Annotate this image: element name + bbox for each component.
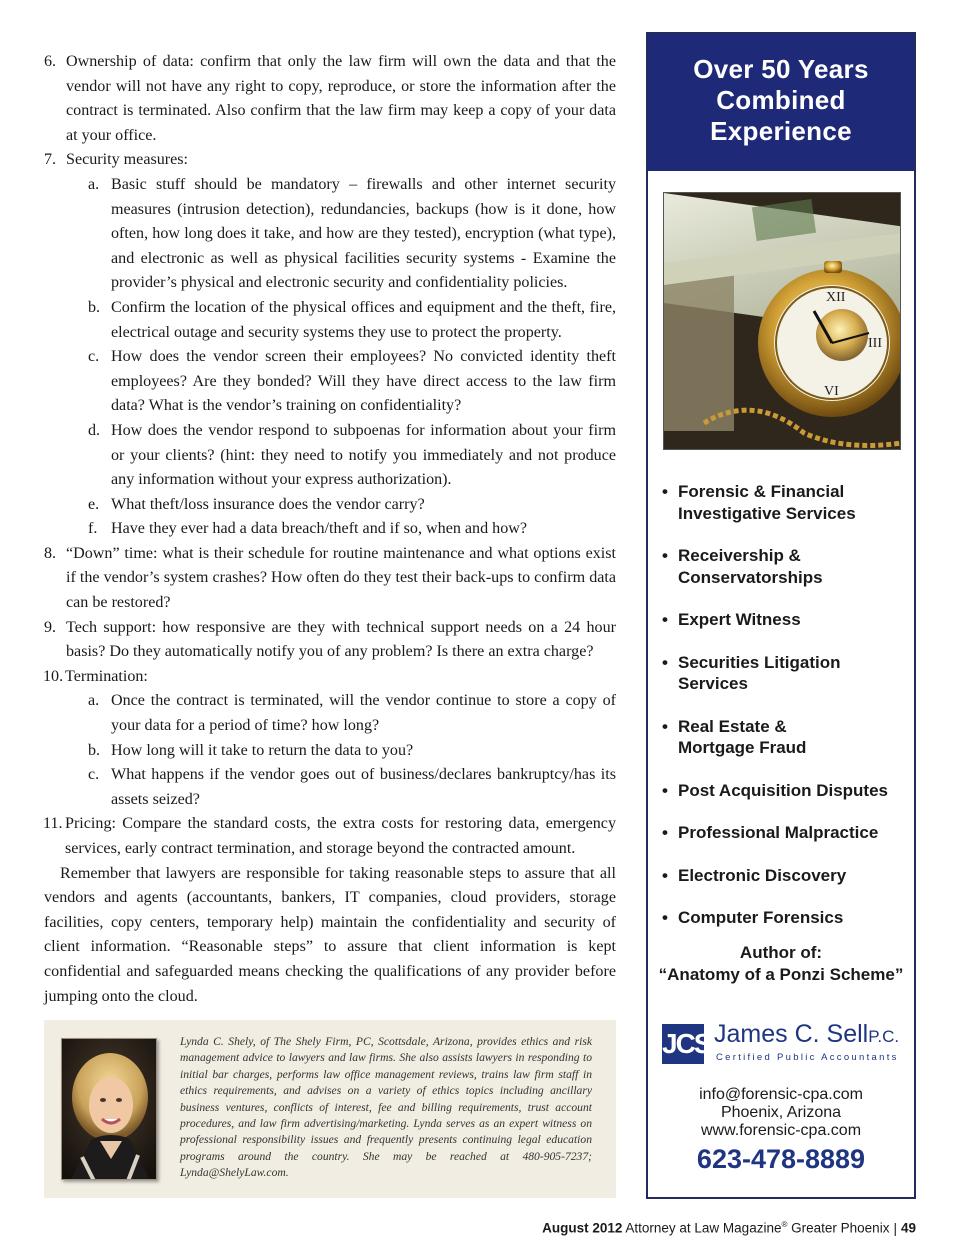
author-bio-box [44, 1020, 616, 1198]
edition-name: Greater Phoenix [791, 1220, 890, 1236]
pocket-watch-money-icon [664, 193, 901, 450]
firm-logo [662, 1022, 904, 1068]
sub-list-item: b. Confirm the location of the physical offices and equipment and the theft, fire, electrical outage and security systems they use to protect the property. [88, 298, 616, 341]
sub-list-item: e. What theft/loss insurance does the vendor carry? [88, 495, 425, 513]
service-item: • Real Estate & Mortgage Fraud [662, 716, 912, 759]
sub-list-item: a. Basic stuff should be mandatory – firewalls and other internet security measures (intrusion detection), redundancies, backups (how is it done, how often, how long does it take, and how are they tested), encryption (what type), and electronic as well as physical facilities security systems - Examine the provider’s physical and electronic security and confidentiality policies. [88, 175, 616, 292]
services-list [662, 481, 912, 929]
service-item: • Expert Witness [662, 609, 912, 631]
page-number: 49 [900, 1220, 916, 1236]
list-item: 7. Security measures: [44, 151, 189, 169]
contact-location: Phoenix, Arizona [720, 1104, 842, 1121]
service-item: • Computer Forensics [662, 907, 912, 929]
sub-list-item: c. What happens if the vendor goes out of business/declares bankruptcy/has its assets seized? [88, 766, 616, 808]
page-footer: August 2012 Attorney at Law Magazine® Greater Phoenix | 49 [542, 1220, 916, 1236]
ad-photo [663, 192, 901, 450]
firm-tagline: Certified Public Accountants [716, 1052, 899, 1063]
jcs-logo-icon: JCS [662, 1024, 704, 1064]
sub-list-item: c. How does the vendor screen their employees? No convicted identity theft employees? Are they bonded? Will they have direct access to the law firm data? What is the vendor’s training on confidentiality? [88, 348, 616, 415]
advertisement-panel [646, 32, 916, 1199]
contact-website: www.forensic-cpa.com [700, 1122, 862, 1139]
service-item: • Forensic & Financial Investigative Services [662, 481, 912, 524]
list-item: 9. Tech support: how responsive are they with technical support needs on a 24 hour basis? Do they automatically notify you of any problem? Is there an extra charge? [44, 618, 616, 661]
sub-list-item: f. Have they ever had a data breach/theft and if so, when and how? [88, 520, 528, 538]
list-item: 11. Pricing: Compare the standard costs, the extra costs for restoring data, emergency services, early contract termination, and storage beyond the contracted amount. [43, 815, 616, 857]
ad-headline: Over 50 Years Combined Experience [648, 34, 914, 171]
sub-list-item: d. How does the vendor respond to subpoenas for information about your firm or your clients? (hint: they need to notify you immediately and not produce any information without your express authorization). [88, 421, 616, 489]
svg-text:XII: XII [826, 290, 846, 305]
author-bio-text: Lynda C. Shely, of The Shely Firm, PC, Scottsdale, Arizona, provides ethics and risk management advice to lawyers and law firms. She also assists lawyers in responding to initial bar charges, performs law office management reviews, trains law firm staff in ethics requirements, and advises on a variety of ethics topics including ancillary business ventures, conflicts of interest, fee and billing requirements, trust account procedures, and law firm advertising/marketing. Lynda serves as an expert witness on professional responsibility issues and frequently presents continuing legal education programs around the country. She may be reached at 480-905-7237; Lynda@ShelyLaw.com. [180, 1035, 592, 1180]
service-item: • Receivership & Conservatorships [662, 545, 912, 588]
author-photo [61, 1038, 157, 1180]
issue-date: August 2012 [542, 1220, 623, 1236]
contact-phone: 623-478-8889 [696, 1144, 866, 1174]
author-label: Author of: [739, 943, 823, 962]
service-item: • Professional Malpractice [662, 822, 912, 844]
firm-name: James C. SellP.C. [714, 1020, 900, 1048]
list-item: 10. Termination: [43, 667, 148, 685]
list-item: 6. Ownership of data: confirm that only the law firm will own the data and that the vendor will not have any right to copy, reproduce, or store the information after the contract is terminated. Also confirm that the law firm may keep a copy of your data at your office. [44, 53, 616, 144]
article-body [44, 50, 616, 1009]
service-item: • Securities Litigation Services [662, 652, 912, 695]
magazine-name: Attorney at Law Magazine [625, 1220, 782, 1236]
service-item: • Post Acquisition Disputes [662, 780, 912, 802]
author-portrait-icon [62, 1039, 157, 1180]
service-item: • Electronic Discovery [662, 865, 912, 887]
svg-text:VI: VI [824, 384, 839, 399]
contact-email: info@forensic-cpa.com [699, 1086, 863, 1103]
book-title: “Anatomy of a Ponzi Scheme” [658, 965, 904, 984]
svg-text:III: III [868, 336, 882, 351]
sub-list-item: a. Once the contract is terminated, will the vendor continue to store a copy of your data for a period of time? how long? [88, 692, 616, 735]
closing-paragraph: Remember that lawyers are responsible for taking reasonable steps to assure that all vendors and agents (accountants, bankers, IT companies, cloud providers, storage facilities, copy centers, temporary help) maintain the confidentiality and security of client information. “Reasonable steps” to assure that client information is kept confidential and safeguarded means checking the qualifications of any provider before jumping onto the cloud. [44, 864, 616, 1005]
list-item: 8. “Down” time: what is their schedule for routine maintenance and what options exist if the vendor’s system crashes? How often do they test their back-ups to confirm data can be restored? [44, 544, 616, 612]
sub-list-item: b. How long will it take to return the data to you? [88, 741, 414, 759]
